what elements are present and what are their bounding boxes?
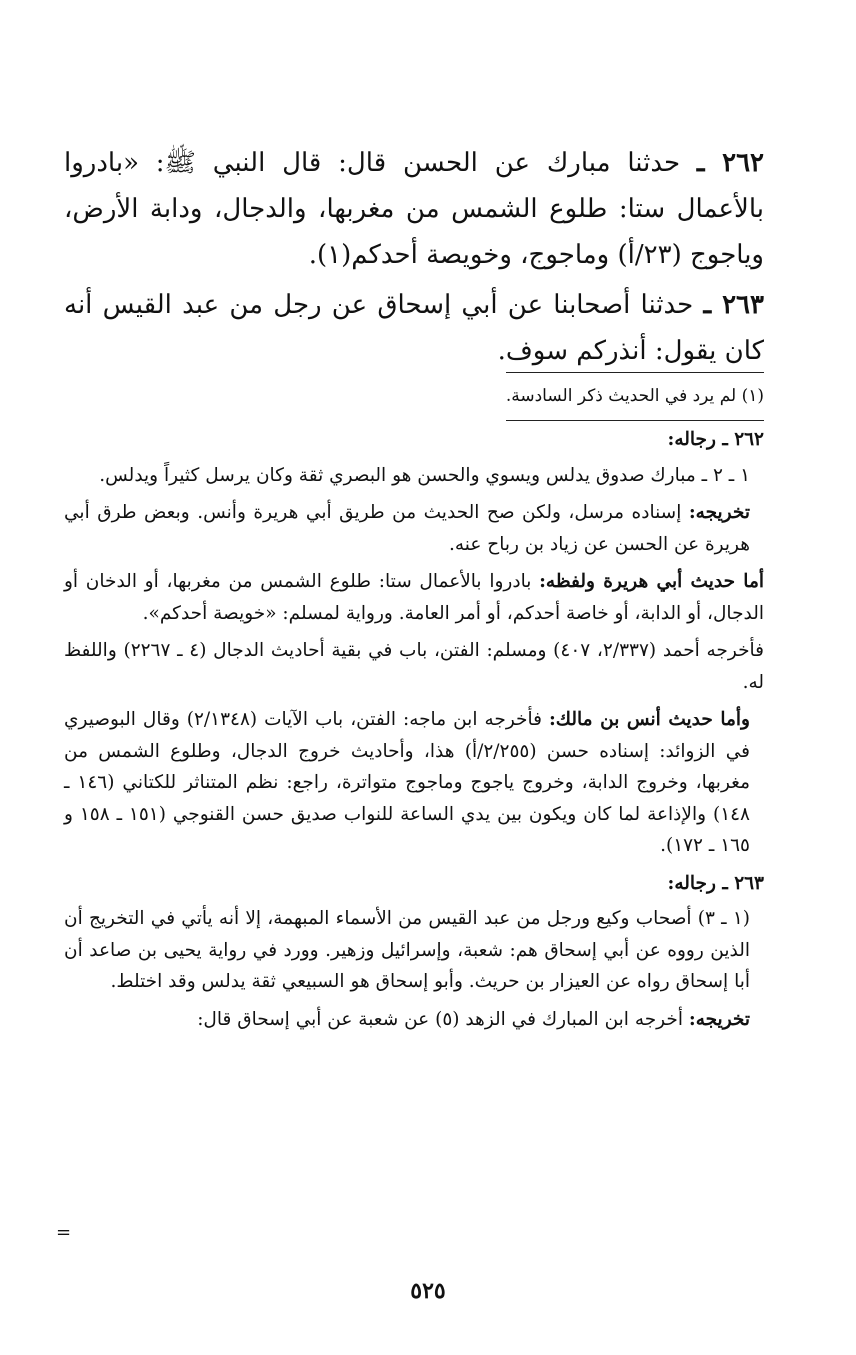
abu-hurayra-label: أما حديث أبي هريرة ولفظه: — [539, 571, 764, 592]
footnote: (١) لم يرد في الحديث ذكر السادسة. — [505, 386, 764, 406]
h262-takhrij-text: إسناده مرسل، ولكن صح الحديث من طريق أبي هريرة وأنس. وبعض طرق أبي هريرة عن الحسن عن زياد بن رباح عنه. — [64, 502, 750, 555]
takhrij-label: تخريجه: — [688, 502, 750, 523]
h263-takhrij-text: أخرجه ابن المبارك في الزهد (٥) عن شعبة عن أبي إسحاق قال: — [197, 1008, 683, 1030]
h262-rijal-text: ١ ـ ٢ ـ مبارك صدوق يدلس ويسوي والحسن هو البصري ثقة وكان يرسل كثيراً ويدلس. — [99, 464, 750, 486]
anas-text: فأخرجه ابن ماجه: الفتن، باب الآيات (٢/١٣٤٨) وقال البوصيري في الزوائد: إسناده حسن (٢/٢٥٥/أ) هذا، وأحاديث خروج الدجال، وطلوع الشمس من مغربها، وخروج الدابة، وخروج ياجوج وماجوج متواترة، راجع: نظم المتناثر للكتاني (١٤٦ ـ ١٤٨) والإذاعة لما كان ويكون بين يدي الساعة للنواب صديق حسن القنوجي (١٥١ ـ ١٥٨ و ١٦٥ ـ ١٧٢). — [64, 709, 750, 856]
ahmad-paragraph: فأخرجه أحمد (٢/٣٣٧، ٤٠٧) ومسلم: الفتن، باب في بقية أحاديث الدجال (٤ ـ ٢٢٦٧) واللفظ له. — [64, 640, 764, 693]
h263-rijal-header: ٢٦٣ ـ رجاله: — [667, 872, 764, 894]
footnote-divider — [506, 372, 764, 373]
commentary-block — [64, 424, 764, 1041]
hadith-263-text: حدثنا أصحابنا عن أبي إسحاق عن رجل من عبد القيس أنه كان يقول: أنذركم سوف. — [64, 290, 764, 366]
continuation-mark: = — [56, 1222, 72, 1243]
page-number: ٥٢٥ — [410, 1278, 446, 1304]
h263-rijal-text: (١ ـ ٣) أصحاب وكيع ورجل من عبد القيس من الأسماء المبهمة، إلا أنه يأتي في التخريج أن الذين رووه عن أبي إسحاق هم: شعبة، وإسرائيل وزهير. وورد في رواية يحيى بن صاعد أن أبا إسحاق رواه عن العيزار بن حريث. وأبو إسحاق هو السبيعي ثقة يدلس وقد اختلط. — [64, 908, 750, 992]
hadith-262 — [64, 140, 764, 278]
h262-rijal-header: ٢٦٢ ـ رجاله: — [667, 429, 764, 450]
anas-paragraph — [64, 704, 764, 862]
h262-takhrij — [64, 497, 764, 560]
takhrij-label-2: تخريجه: — [688, 1008, 750, 1030]
hadith-263-number: ٢٦٣ ـ — [703, 290, 764, 320]
abu-hurayra-paragraph — [64, 566, 764, 629]
hadith-263 — [64, 282, 764, 374]
anas-label: وأما حديث أنس بن مالك: — [548, 709, 750, 730]
abu-hurayra-text: بادروا بالأعمال ستا: طلوع الشمس من مغربها، أو الدخان أو الدجال، أو الدابة، أو خاصة أحدكم، أو أمر العامة. ورواية لمسلم: «خويصة أحدكم». — [64, 571, 764, 624]
hadith-text-block — [64, 140, 764, 378]
h263-takhrij — [64, 1004, 764, 1036]
commentary-divider — [506, 420, 764, 421]
hadith-262-number: ٢٦٢ ـ — [696, 148, 765, 178]
hadith-262-text: حدثنا مبارك عن الحسن قال: قال النبي ﷺ: «بادروا بالأعمال ستا: طلوع الشمس من مغربها، والدجال، ودابة الأرض، وياجوج (٢٣/أ) وماجوج، وخويصة أحدكم(١). — [64, 148, 764, 270]
